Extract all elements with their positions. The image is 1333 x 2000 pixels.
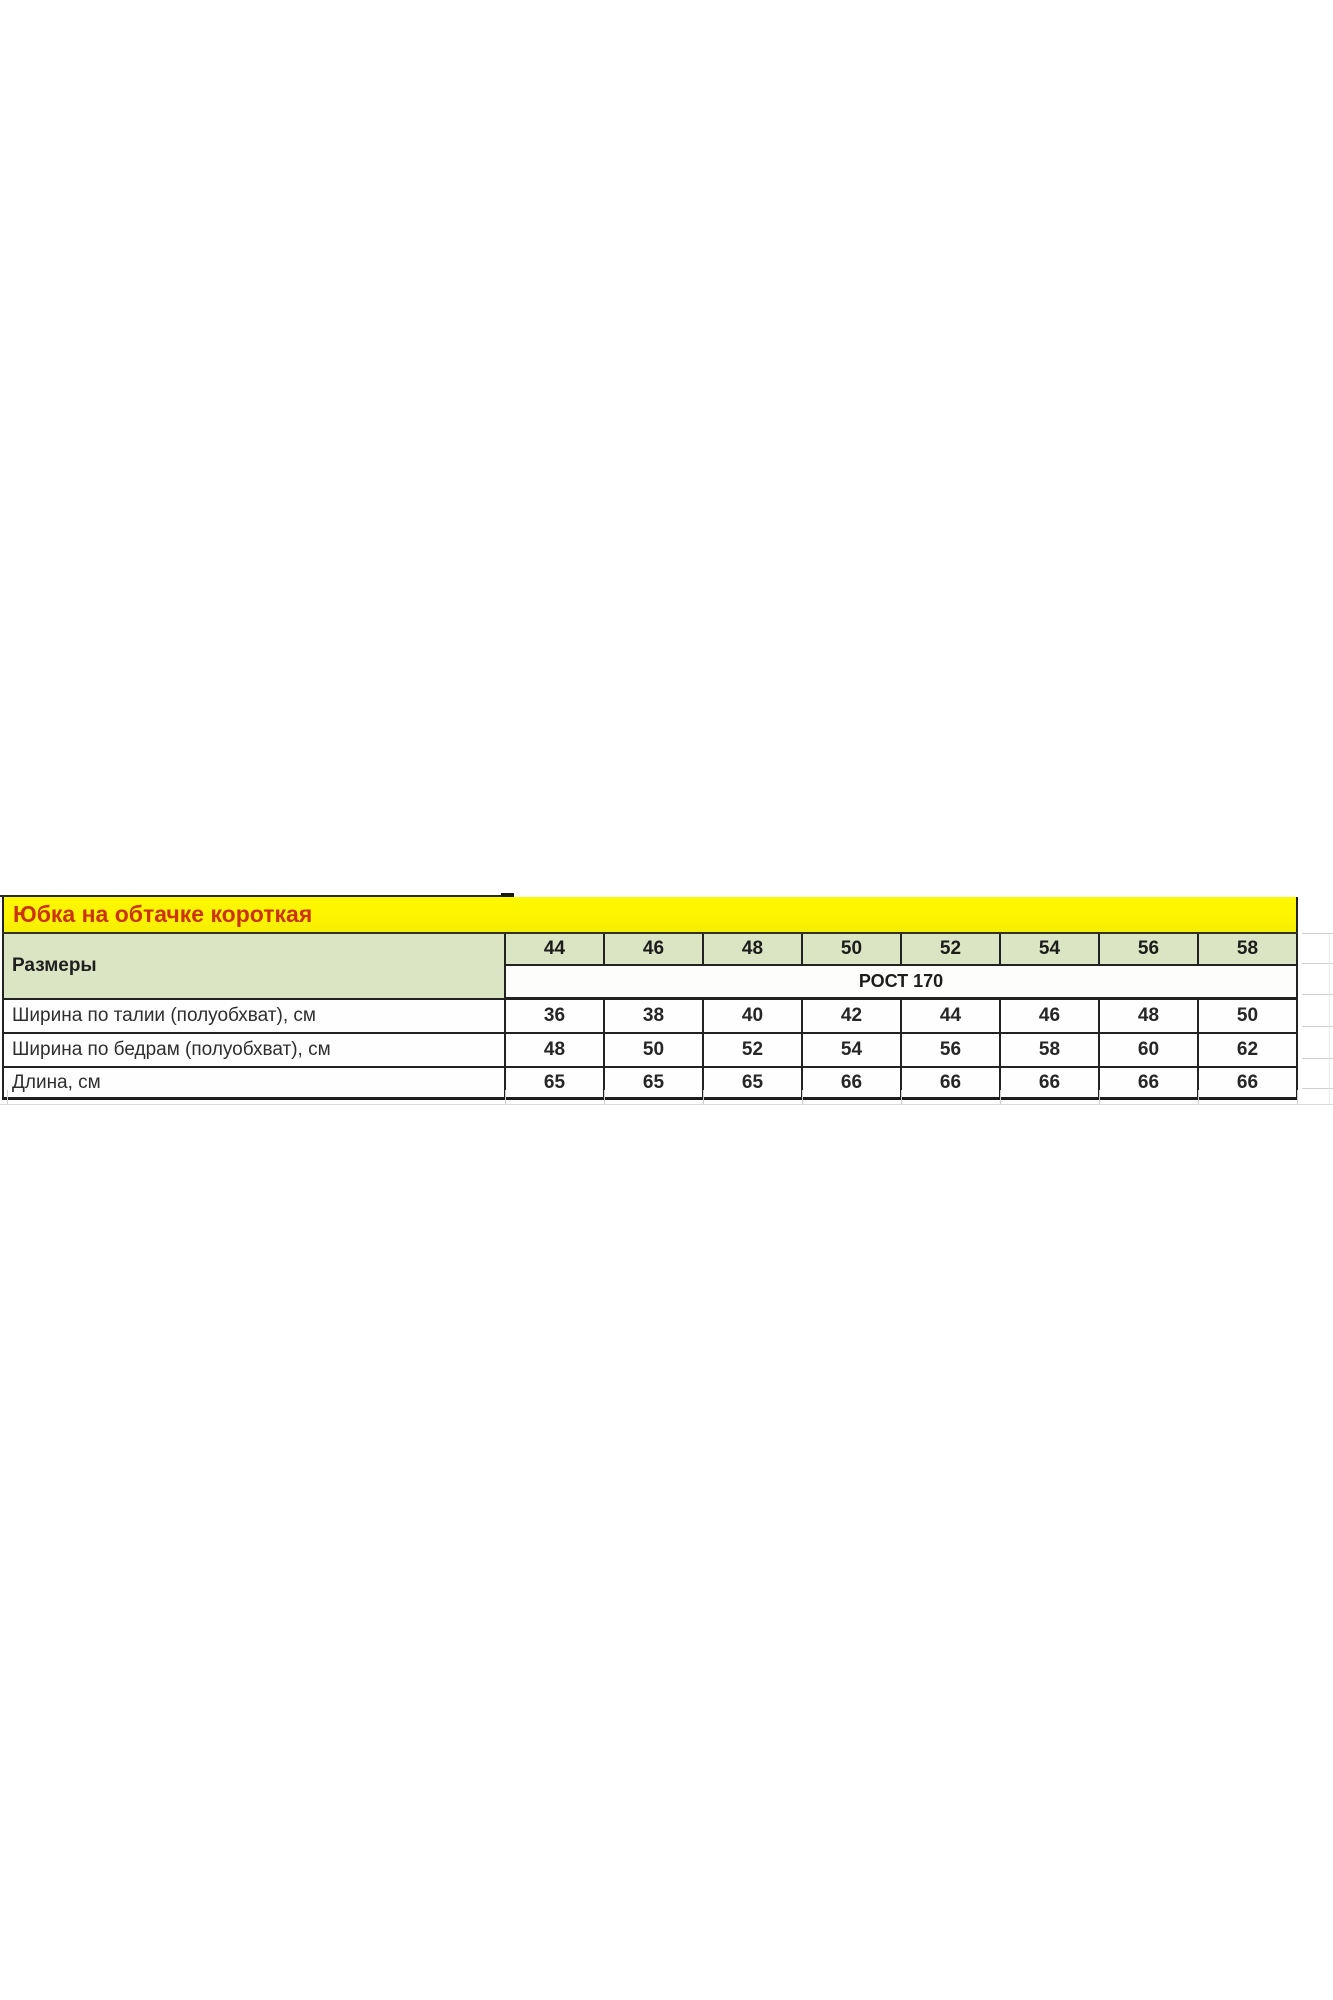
value-cell: 65 bbox=[505, 1067, 604, 1099]
value-cell: 52 bbox=[703, 1033, 802, 1067]
value-cell: 48 bbox=[1099, 999, 1198, 1034]
value-cell: 60 bbox=[1099, 1033, 1198, 1067]
value-cell: 66 bbox=[802, 1067, 901, 1099]
value-cell: 65 bbox=[604, 1067, 703, 1099]
value-cell: 48 bbox=[505, 1033, 604, 1067]
size-header-row bbox=[3, 933, 1297, 965]
value-cell: 50 bbox=[1198, 999, 1297, 1034]
value-cell: 56 bbox=[901, 1033, 1000, 1067]
size-header-cell: 44 bbox=[505, 933, 604, 965]
height-label: РОСТ 170 bbox=[505, 965, 1297, 999]
value-cell: 54 bbox=[802, 1033, 901, 1067]
value-cell: 58 bbox=[1000, 1033, 1099, 1067]
row-label: Длина, см bbox=[3, 1067, 505, 1099]
value-cell: 36 bbox=[505, 999, 604, 1034]
table-row-waist bbox=[3, 999, 1297, 1034]
value-cell: 44 bbox=[901, 999, 1000, 1034]
value-cell: 66 bbox=[1000, 1067, 1099, 1099]
row-label: Ширина по бедрам (полуобхват), см bbox=[3, 1033, 505, 1067]
size-header-cell: 58 bbox=[1198, 933, 1297, 965]
value-cell: 66 bbox=[901, 1067, 1000, 1099]
gridline-vertical-stub bbox=[1000, 1090, 1001, 1105]
value-cell: 46 bbox=[1000, 999, 1099, 1034]
gridline-vertical-stub bbox=[703, 1090, 704, 1105]
sizes-corner-label: Размеры bbox=[3, 933, 505, 999]
table-row-hips bbox=[3, 1033, 1297, 1067]
gridline-vertical-stub bbox=[505, 1090, 506, 1105]
value-cell: 66 bbox=[1198, 1067, 1297, 1099]
gridline-vertical-stub bbox=[901, 1090, 902, 1105]
value-cell: 42 bbox=[802, 999, 901, 1034]
size-header-cell: 50 bbox=[802, 933, 901, 965]
size-header-cell: 52 bbox=[901, 933, 1000, 965]
gridline-vertical-stub bbox=[1099, 1090, 1100, 1105]
value-cell: 65 bbox=[703, 1067, 802, 1099]
title-row bbox=[3, 897, 1297, 933]
value-cell: 62 bbox=[1198, 1033, 1297, 1067]
gridline-vertical-stub bbox=[7, 1090, 8, 1105]
value-cell: 50 bbox=[604, 1033, 703, 1067]
gridline-horizontal-below-table bbox=[0, 1104, 1333, 1105]
value-cell: 38 bbox=[604, 999, 703, 1034]
size-chart-title: Юбка на обтачке короткая bbox=[3, 897, 1297, 933]
gridline-vertical-stub bbox=[604, 1090, 605, 1105]
size-header-cell: 46 bbox=[604, 933, 703, 965]
size-header-cell: 56 bbox=[1099, 933, 1198, 965]
size-chart-table bbox=[2, 897, 1298, 1100]
gridline-vertical-stub bbox=[802, 1090, 803, 1105]
row-label: Ширина по талии (полуобхват), см bbox=[3, 999, 505, 1034]
table-row-length bbox=[3, 1067, 1297, 1099]
value-cell: 66 bbox=[1099, 1067, 1198, 1099]
gridline-vertical-stub bbox=[1297, 1090, 1298, 1105]
gridline-vertical-stub bbox=[1198, 1090, 1199, 1105]
value-cell: 40 bbox=[703, 999, 802, 1034]
size-header-cell: 48 bbox=[703, 933, 802, 965]
size-header-cell: 54 bbox=[1000, 933, 1099, 965]
gridline-right-margin-vertical bbox=[1329, 934, 1330, 1103]
